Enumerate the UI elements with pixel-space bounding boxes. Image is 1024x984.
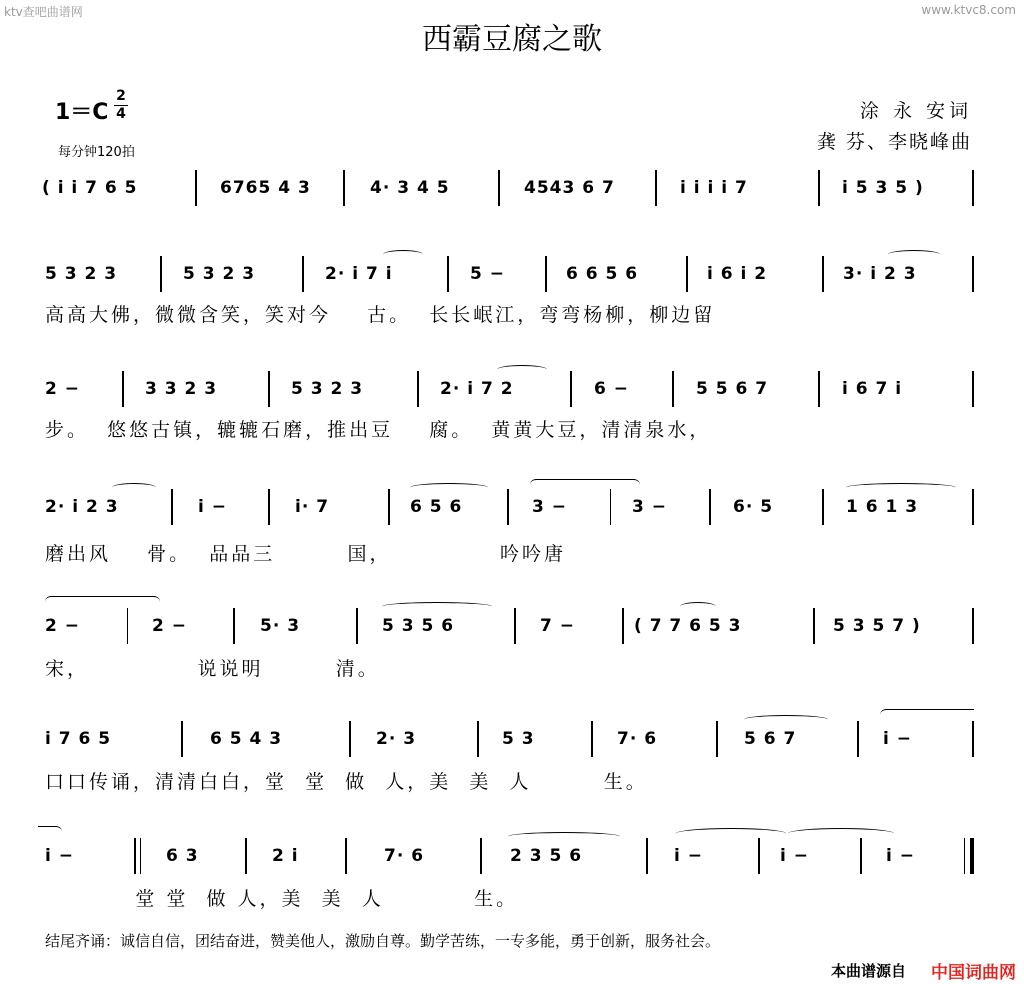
lyric-line: 磨出风 骨。 品品三 国， 吟吟唐 — [45, 543, 567, 565]
time-unit: 4 — [116, 106, 126, 122]
measure: i 6 7 i — [842, 379, 903, 399]
measure: i − — [886, 846, 915, 866]
measure: ( i i 7 6 5 — [42, 178, 138, 198]
key-signature: 1＝C — [55, 100, 109, 125]
measure: 6 6 5 6 — [566, 264, 639, 284]
measure: 5 − — [470, 264, 505, 284]
time-beats: 2 — [116, 88, 126, 104]
measure: i· 7 — [295, 497, 330, 517]
measure: 5 3 2 3 — [183, 264, 256, 284]
measure: i − — [45, 846, 74, 866]
measure: 6 3 — [166, 846, 199, 866]
measure: i − — [198, 497, 227, 517]
measure: i 5 3 5 ) — [842, 178, 924, 198]
song-title: 西霸豆腐之歌 — [422, 22, 602, 57]
measure: 2· i 7 2 — [440, 379, 514, 399]
measure: 5 3 5 6 — [382, 616, 455, 636]
measure: 4543 6 7 — [524, 178, 615, 198]
measure: 2· i 7 i — [325, 264, 393, 284]
measure: 3 − — [632, 497, 667, 517]
measure: 2 − — [45, 379, 80, 399]
measure: 4· 3 4 5 — [370, 178, 450, 198]
measure: i − — [674, 846, 703, 866]
measure: 7· 6 — [617, 729, 658, 749]
measure: 2· i 2 3 — [45, 497, 119, 517]
site-name: 中国词曲网 — [931, 963, 1016, 983]
measure: i i i i 7 — [680, 178, 748, 198]
lyric-line: 堂 堂 做 人，美 美 人 生。 — [45, 888, 519, 910]
measure: 6 5 6 — [410, 497, 463, 517]
measure: 5 5 6 7 — [696, 379, 769, 399]
measure: i − — [780, 846, 809, 866]
measure: 5· 3 — [260, 616, 301, 636]
measure: 5 6 7 — [744, 729, 797, 749]
measure: 6· 5 — [733, 497, 774, 517]
measure: 2 i — [272, 846, 299, 866]
lyricist-credit: 涂 永 安词 — [859, 100, 972, 122]
lyric-line: 宋， 说说明 清。 — [45, 658, 380, 680]
measure: 3· i 2 3 — [843, 264, 917, 284]
measure: 5 3 2 3 — [291, 379, 364, 399]
measure: 5 3 5 7 ) — [833, 616, 921, 636]
measure: 1 6 1 3 — [846, 497, 919, 517]
watermark-right: www.ktvc8.com — [921, 3, 1016, 17]
measure: 6 − — [594, 379, 629, 399]
measure: 2 − — [45, 616, 80, 636]
measure: 2 − — [152, 616, 187, 636]
measure: 6765 4 3 — [220, 178, 311, 198]
measure: 5 3 — [502, 729, 535, 749]
source-label: 本曲谱源自 — [830, 962, 906, 980]
measure: 5 3 2 3 — [45, 264, 118, 284]
measure: 7 − — [540, 616, 575, 636]
measure: 2· 3 — [376, 729, 417, 749]
measure: 2 3 5 6 — [510, 846, 583, 866]
composer-credit: 龚 芬、李晓峰曲 — [816, 131, 972, 153]
measure: 3 3 2 3 — [145, 379, 218, 399]
lyric-line: 高高大佛，微微含笑，笑对今 古。 长长岷江，弯弯杨柳，柳边留 — [45, 304, 716, 326]
measure: ( 7 7 6 5 3 — [634, 616, 742, 636]
lyric-line: 步。 悠悠古镇，辘辘石磨，推出豆 腐。 黄黄大豆，清清泉水， — [45, 419, 712, 441]
measure: 6 5 4 3 — [210, 729, 283, 749]
measure: i 7 6 5 — [45, 729, 112, 749]
tempo: 每分钟120拍 — [58, 145, 135, 160]
measure: 7· 6 — [384, 846, 425, 866]
ending-recitation: 结尾齐诵：诚信自信，团结奋进，赞美他人，激励自尊。勤学苦练，一专多能，勇于创新，服务社会。 — [45, 932, 721, 950]
lyric-line: 口口传诵，清清白白，堂 堂 做 人，美 美 人 生。 — [45, 771, 648, 793]
measure: i − — [883, 729, 912, 749]
measure: 3 − — [532, 497, 567, 517]
watermark-left: ktv查吧曲谱网 — [4, 5, 83, 19]
time-signature — [114, 88, 128, 123]
measure: i 6 i 2 — [707, 264, 768, 284]
